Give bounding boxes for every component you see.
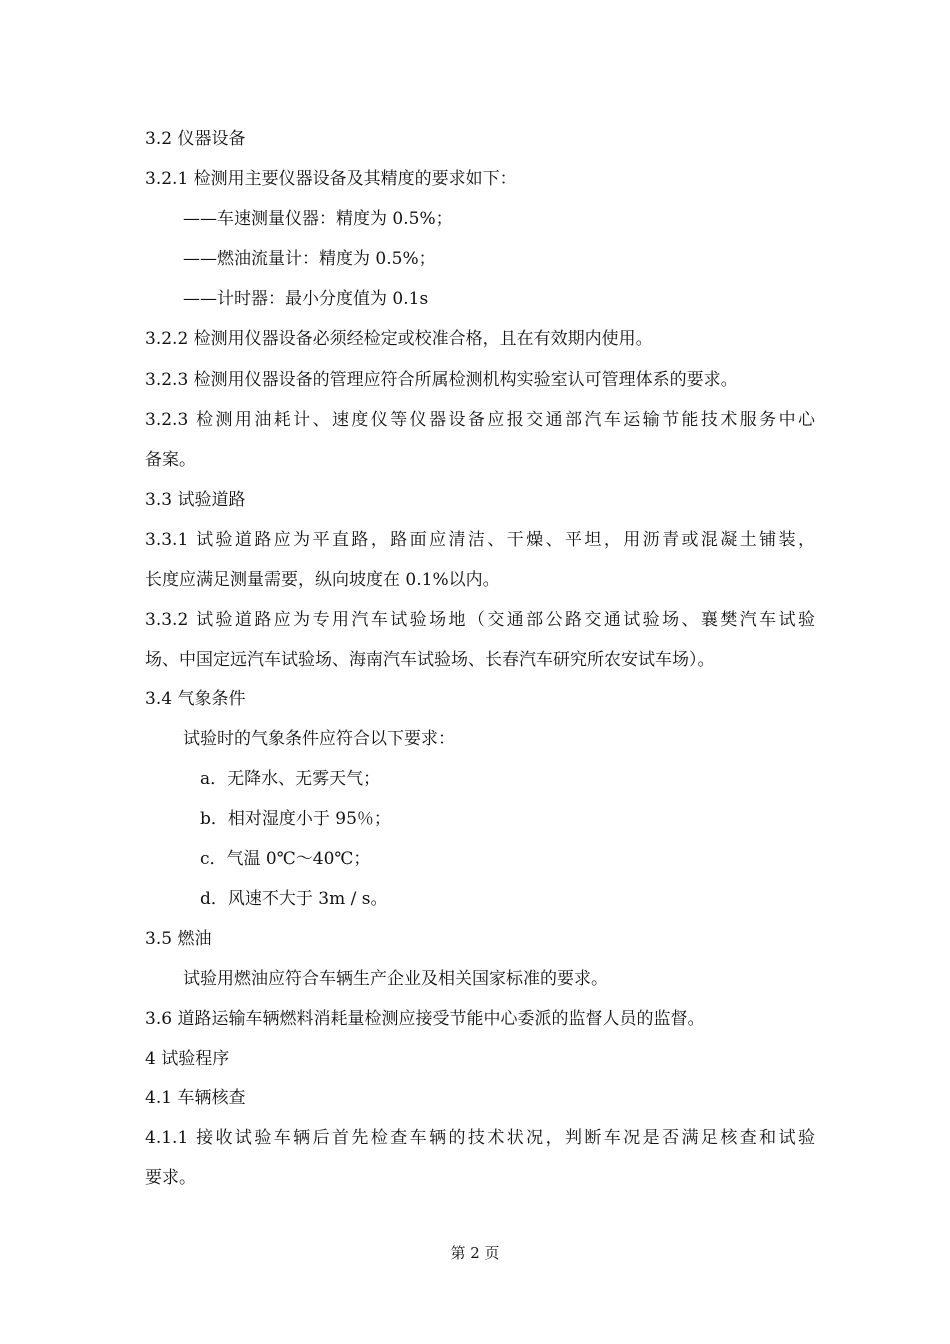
paragraph-3-6: 3.6 道路运输车辆燃料消耗量检测应接受节能中心委派的监督人员的监督。: [145, 1009, 705, 1029]
list-item-d: d．风速不大于 3m / s。: [200, 889, 388, 909]
paragraph-4-1-1-line1: 4.1.1 接收试验车辆后首先检查车辆的技术状况，判断车况是否满足核查和试验: [145, 1128, 815, 1148]
paragraph-3-3-1-line2: 长度应满足测量需要，纵向坡度在 0.1%以内。: [145, 570, 500, 590]
list-item-timer: ——计时器：最小分度值为 0.1s: [183, 289, 429, 309]
paragraph-3-2-3-a: 3.2.3 检测用仪器设备的管理应符合所属检测机构实验室认可管理体系的要求。: [145, 370, 738, 390]
paragraph-3-2-3-b-line1: 3.2.3 检测用油耗计、速度仪等仪器设备应报交通部汽车运输节能技术服务中心: [145, 410, 815, 430]
page-number: 第 2 页: [450, 1244, 500, 1262]
heading-3-2: 3.2 仪器设备: [145, 129, 246, 149]
list-item-c: c．气温 0℃～40℃；: [200, 849, 371, 869]
paragraph-3-3-2-line1: 3.3.2 试验道路应为专用汽车试验场地（交通部公路交通试验场、襄樊汽车试验: [145, 610, 815, 630]
list-item-b: b．相对湿度小于 95％；: [200, 809, 391, 829]
paragraph-4-1-1-line2: 要求。: [145, 1168, 196, 1188]
paragraph-3-2-3-b-line2: 备案。: [145, 450, 196, 470]
heading-4-1: 4.1 车辆核查: [145, 1088, 246, 1108]
list-item-fuel-flowmeter: ——燃油流量计：精度为 0.5%；: [183, 249, 436, 269]
paragraph-3-3-1-line1: 3.3.1 试验道路应为平直路，路面应清洁、干燥、平坦，用沥青或混凝土铺装，: [145, 530, 815, 550]
paragraph-3-3-2-line2: 场、中国定远汽车试验场、海南汽车试验场、长春汽车研究所农安试车场）。: [145, 650, 715, 670]
heading-3-3: 3.3 试验道路: [145, 490, 246, 510]
paragraph-3-2-2: 3.2.2 检测用仪器设备必须经检定或校准合格，且在有效期内使用。: [145, 329, 653, 349]
heading-3-5: 3.5 燃油: [145, 929, 212, 949]
heading-3-4: 3.4 气象条件: [145, 689, 246, 709]
paragraph-weather-intro: 试验时的气象条件应符合以下要求：: [183, 729, 455, 749]
heading-4: 4 试验程序: [145, 1049, 230, 1069]
paragraph-3-2-1: 3.2.1 检测用主要仪器设备及其精度的要求如下：: [145, 169, 517, 189]
paragraph-fuel: 试验用燃油应符合车辆生产企业及相关国家标准的要求。: [183, 969, 608, 989]
list-item-a: a．无降水、无雾天气；: [200, 769, 381, 789]
list-item-speed-instrument: ——车速测量仪器：精度为 0.5%；: [183, 209, 453, 229]
